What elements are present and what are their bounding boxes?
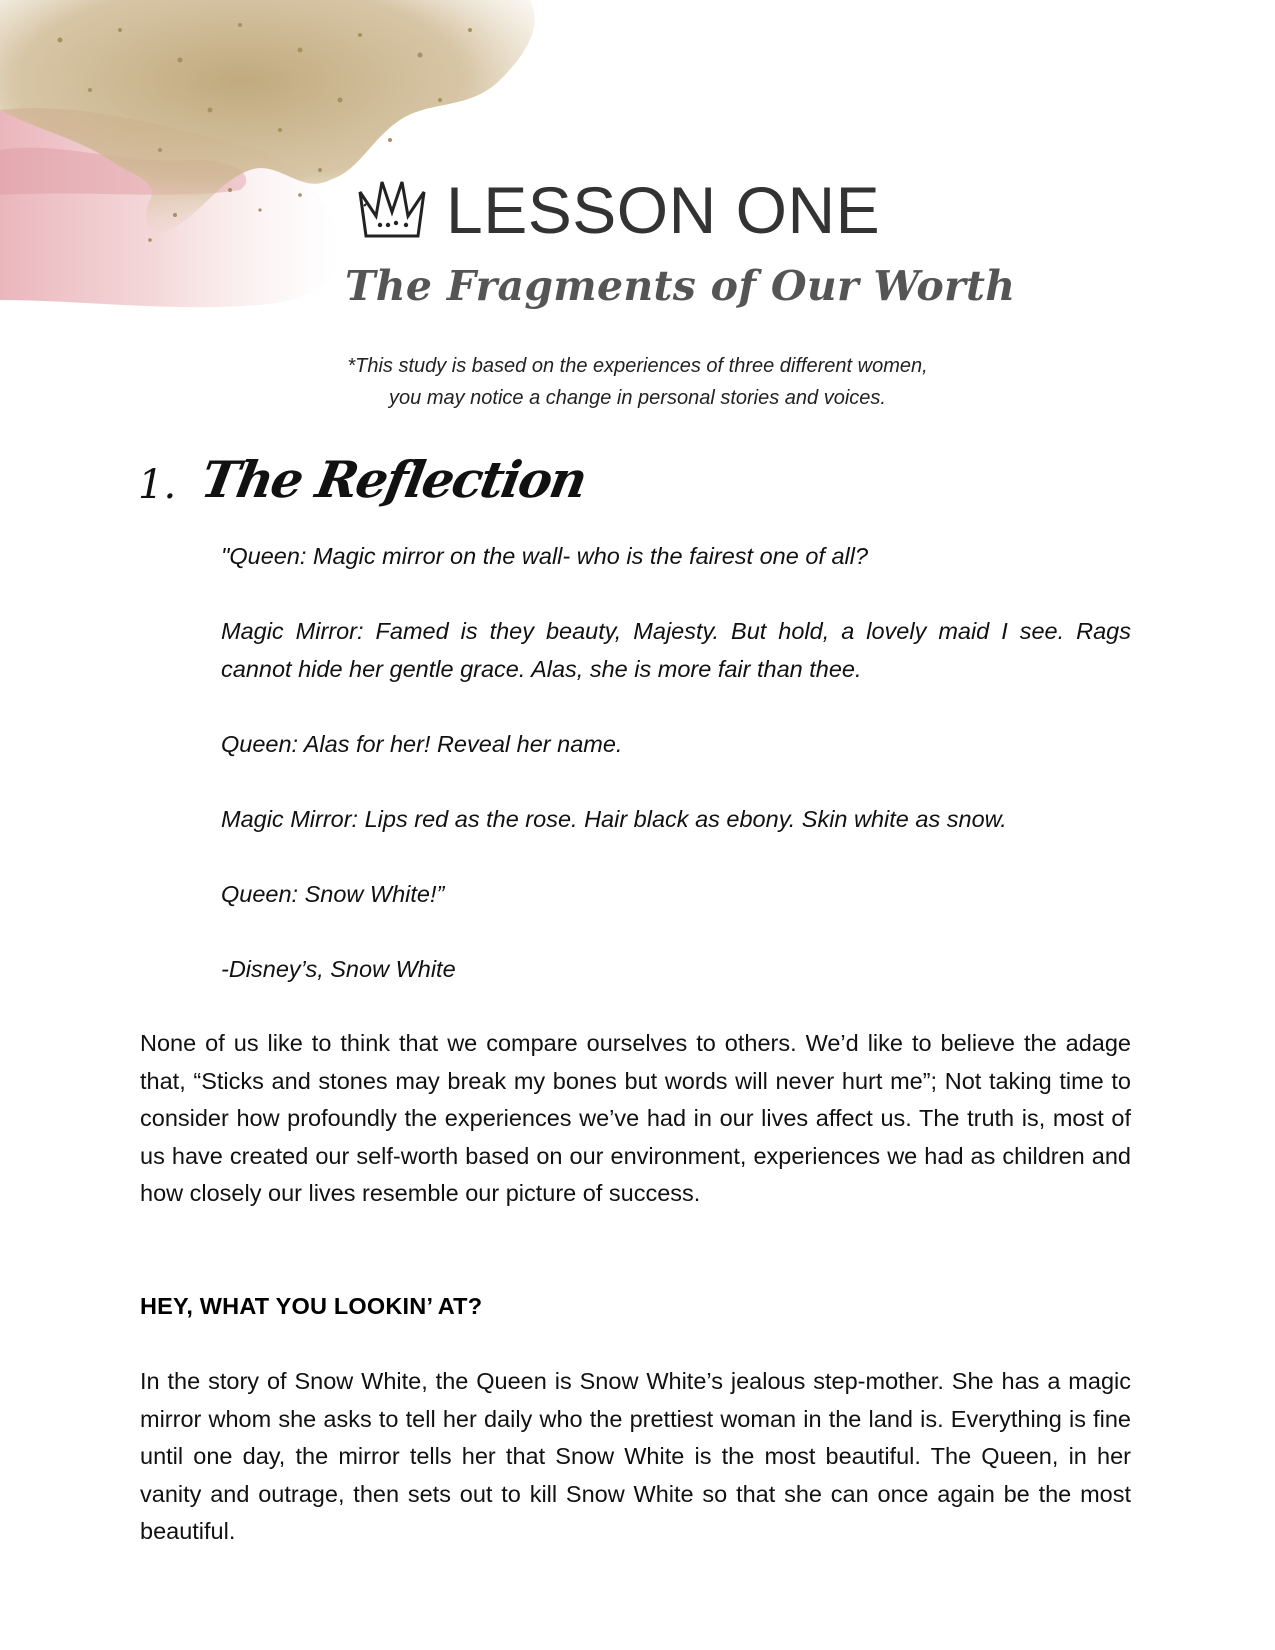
- lesson-title-row: [350, 170, 880, 250]
- section-title: The Reflection: [197, 450, 591, 509]
- body-paragraph-2: In the story of Snow White, the Queen is Snow White’s jealous step-mother. She has a magic mirror whom she asks to tell her daily who the prettiest woman in the land is. Everything is fine until one day, the mirror tells her that Snow White is the most beautiful. The Queen, in her vanity and outrage, then sets out to kill Snow White so that she can once again be the most beautiful.: [140, 1368, 1131, 1544]
- crown-icon: [350, 170, 434, 250]
- quote-attribution: -Disney’s, Snow White: [221, 955, 456, 982]
- lesson-subtitle: The Fragments of Our Worth: [345, 262, 1016, 310]
- study-note-line-2: you may notice a change in personal stories and voices.: [389, 387, 886, 409]
- quote-line: Magic Mirror: Famed is they beauty, Majesty. But hold, a lovely maid I see. Rags cannot hide her gentle grace. Alas, she is more fair than thee.: [221, 618, 1131, 682]
- quote-line: "Queen: Magic mirror on the wall- who is the fairest one of all?: [221, 543, 869, 569]
- study-note: [0, 350, 1275, 414]
- section-number: 1.: [138, 462, 177, 508]
- study-note-line-1: *This study is based on the experiences of three different women,: [347, 355, 928, 377]
- section-heading: [138, 450, 591, 509]
- lesson-title: LESSON ONE: [446, 173, 881, 247]
- quote-line: Queen: Alas for her! Reveal her name.: [221, 730, 623, 757]
- quote-line: Queen: Snow White!”: [221, 880, 445, 907]
- subheading: HEY, WHAT YOU LOOKIN’ AT?: [140, 1293, 483, 1319]
- snow-white-quote: [221, 538, 1131, 1026]
- body-paragraph-1: None of us like to think that we compare ourselves to others. We’d like to believe the adage that, “Sticks and stones may break my bones but words will never hurt me”; Not taking time to consider how profoundly the experiences we’ve had in our lives affect us. The truth is, most of us have created our self-worth based on our environment, experiences we had as children and how closely our lives resemble our picture of success.: [140, 1030, 1131, 1206]
- quote-line: Magic Mirror: Lips red as the rose. Hair black as ebony. Skin white as snow.: [221, 805, 1007, 832]
